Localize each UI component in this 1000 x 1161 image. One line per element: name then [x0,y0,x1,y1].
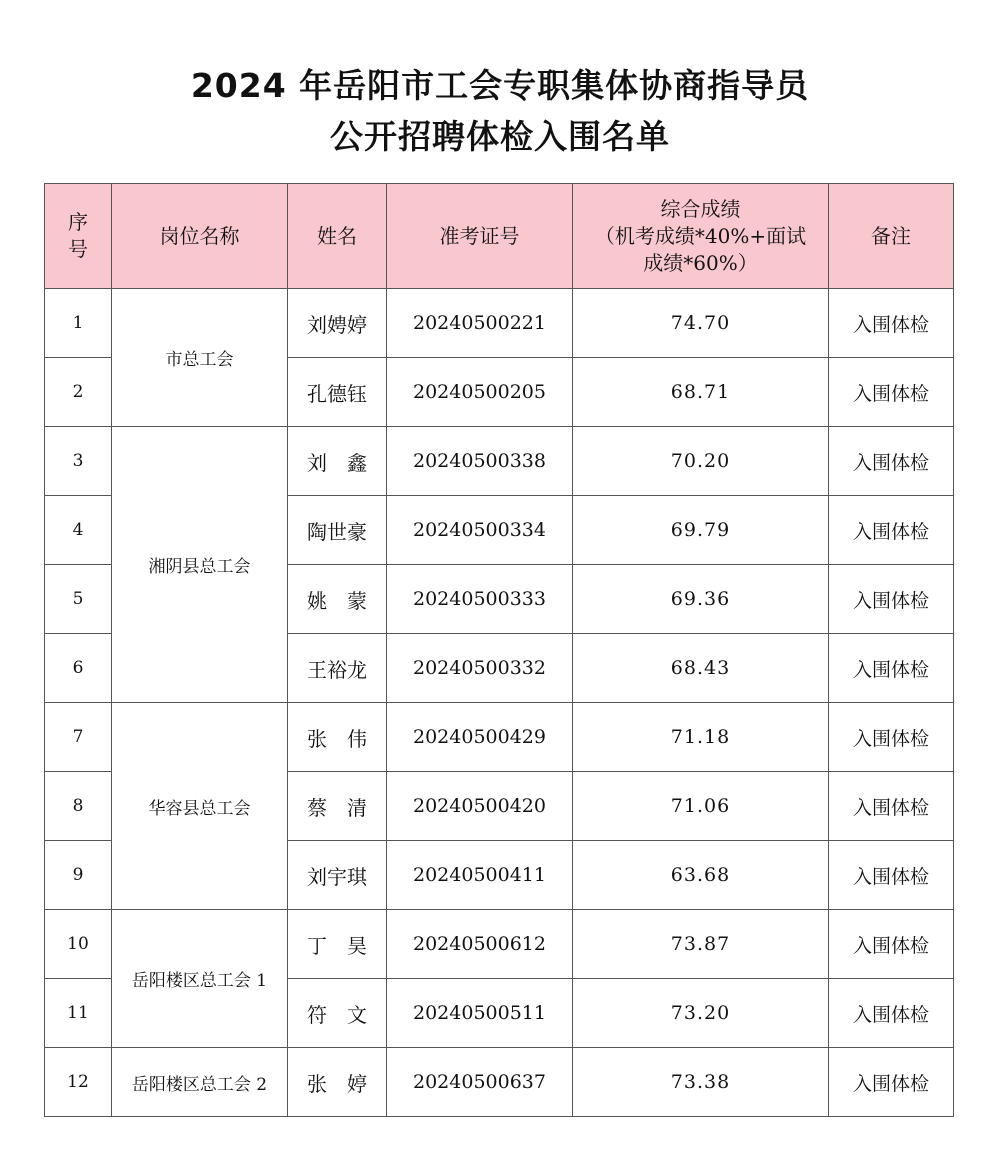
row-score: 68.71 [573,358,829,427]
position-cell: 岳阳楼区总工会 1 [112,910,288,1048]
row-name: 刘 鑫 [288,427,387,496]
document-title-line1: 2024 年岳阳市工会专职集体协商指导员 [190,66,810,105]
row-score: 69.79 [573,496,829,565]
row-name: 刘娉婷 [288,289,387,358]
header-score [573,184,829,289]
row-note: 入围体检 [829,565,954,634]
row-score: 63.68 [573,841,829,910]
row-note: 入围体检 [829,979,954,1048]
row-note: 入围体检 [829,634,954,703]
row-name: 刘宇琪 [288,841,387,910]
row-no: 2 [45,358,112,427]
row-exam-id: 20240500333 [387,565,573,634]
row-note: 入围体检 [829,496,954,565]
row-score: 70.20 [573,427,829,496]
row-note: 入围体检 [829,703,954,772]
table-row [45,427,954,496]
header-note: 备注 [829,184,954,289]
row-exam-id: 20240500612 [387,910,573,979]
row-no: 5 [45,565,112,634]
header-score-line3: 成绩*60%） [643,250,758,275]
row-score: 71.06 [573,772,829,841]
table-row [45,1048,954,1117]
row-no: 8 [45,772,112,841]
position-cell: 湘阴县总工会 [112,427,288,703]
row-no: 11 [45,979,112,1048]
row-exam-id: 20240500338 [387,427,573,496]
table-header-row [45,184,954,289]
header-no-line2: 号 [68,237,88,261]
header-no [45,184,112,289]
row-name: 王裕龙 [288,634,387,703]
row-name: 张 伟 [288,703,387,772]
row-score: 73.38 [573,1048,829,1117]
row-exam-id: 20240500332 [387,634,573,703]
row-score: 69.36 [573,565,829,634]
row-score: 74.70 [573,289,829,358]
row-name: 蔡 清 [288,772,387,841]
header-name: 姓名 [288,184,387,289]
row-no: 7 [45,703,112,772]
row-exam-id: 20240500511 [387,979,573,1048]
row-exam-id: 20240500205 [387,358,573,427]
row-exam-id: 20240500221 [387,289,573,358]
row-exam-id: 20240500334 [387,496,573,565]
row-score: 71.18 [573,703,829,772]
row-name: 张 婷 [288,1048,387,1117]
table-row [45,910,954,979]
row-name: 符 文 [288,979,387,1048]
row-name: 姚 蒙 [288,565,387,634]
row-name: 孔德钰 [288,358,387,427]
row-no: 9 [45,841,112,910]
row-note: 入围体检 [829,358,954,427]
table-row [45,289,954,358]
row-note: 入围体检 [829,910,954,979]
row-no: 4 [45,496,112,565]
header-exam-id: 准考证号 [387,184,573,289]
row-note: 入围体检 [829,1048,954,1117]
row-exam-id: 20240500637 [387,1048,573,1117]
header-position: 岗位名称 [112,184,288,289]
row-exam-id: 20240500429 [387,703,573,772]
position-cell: 岳阳楼区总工会 2 [112,1048,288,1117]
row-no: 10 [45,910,112,979]
row-score: 73.20 [573,979,829,1048]
position-cell: 市总工会 [112,289,288,427]
header-no-line1: 序 [68,210,88,234]
results-table [44,183,954,1117]
document-title-line2: 公开招聘体检入围名单 [330,117,670,156]
position-cell: 华容县总工会 [112,703,288,910]
header-score-line1: 综合成绩 [660,196,741,221]
row-exam-id: 20240500420 [387,772,573,841]
header-score-line2: （机考成绩*40%+面试 [594,223,807,248]
row-note: 入围体检 [829,289,954,358]
row-score: 73.87 [573,910,829,979]
row-no: 6 [45,634,112,703]
row-score: 68.43 [573,634,829,703]
row-note: 入围体检 [829,427,954,496]
row-no: 3 [45,427,112,496]
row-note: 入围体检 [829,841,954,910]
row-exam-id: 20240500411 [387,841,573,910]
row-no: 12 [45,1048,112,1117]
row-no: 1 [45,289,112,358]
row-note: 入围体检 [829,772,954,841]
row-name: 陶世豪 [288,496,387,565]
row-name: 丁 昊 [288,910,387,979]
table-row [45,703,954,772]
